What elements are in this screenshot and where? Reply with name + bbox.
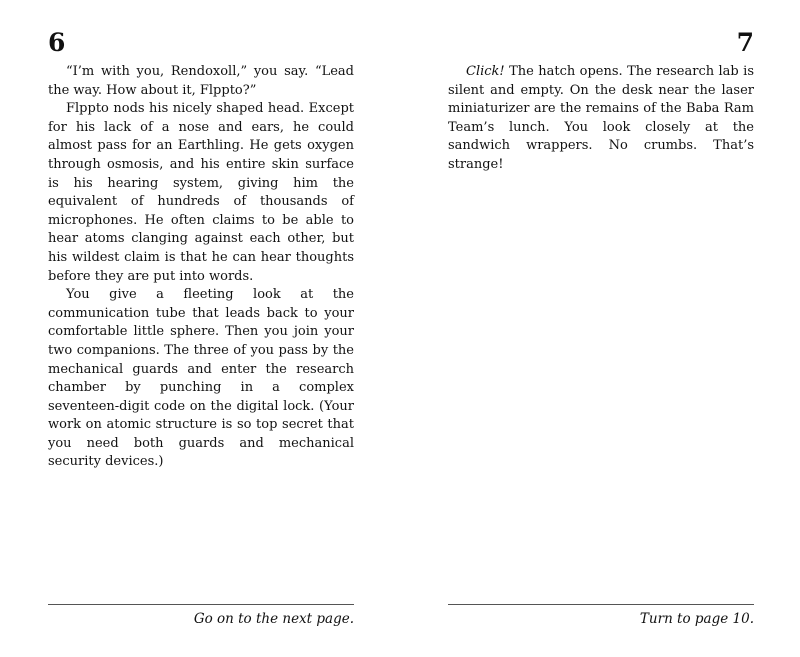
paragraph: You give a fleeting look at the communication tube that leads back to your comfortable little sphere. Then you join your two companions. The three of you pass by the mechanical guards and enter the research chamber by punching in a complex seventeen-digit code on the digital lock. (Your work on atomic structure is so top secret that you need both guards and mechanical security devices.) (48, 287, 354, 470)
footer-rule (448, 604, 754, 605)
paragraph: Flppto nods his nicely shaped head. Except for his lack of a nose and ears, he could almost pass for an Earthling. He gets oxygen through osmosis, and his entire skin surface is his hearing system, giving him the equivalent of hundreds of thousands of microphones. He often claims to be able to hear atoms clanging against each other, but his wildest claim is that he can hear thoughts before they are put into words. (48, 101, 354, 284)
paragraph-text: The hatch opens. The research lab is silent and empty. On the desk near the laser miniaturizer are the remains of the Baba Ram Team’s lunch. You look closely at the sandwich wrappers. No crumbs. That’s strange! (448, 64, 754, 172)
right-page (448, 0, 754, 657)
page-number: 6 (48, 28, 66, 57)
footer-rule (48, 604, 354, 605)
page-number: 7 (736, 28, 754, 57)
page-footer-instruction: Go on to the next page. (193, 611, 354, 627)
paragraph: “I’m with you, Rendoxoll,” you say. “Lead the way. How about it, Flppto?” (48, 64, 354, 98)
page-body (48, 63, 354, 472)
page-footer-instruction: Turn to page 10. (639, 611, 754, 627)
page-body (448, 63, 754, 175)
emphasis-lead: Click! (466, 64, 505, 79)
left-page (48, 0, 354, 657)
paragraph (448, 63, 754, 175)
